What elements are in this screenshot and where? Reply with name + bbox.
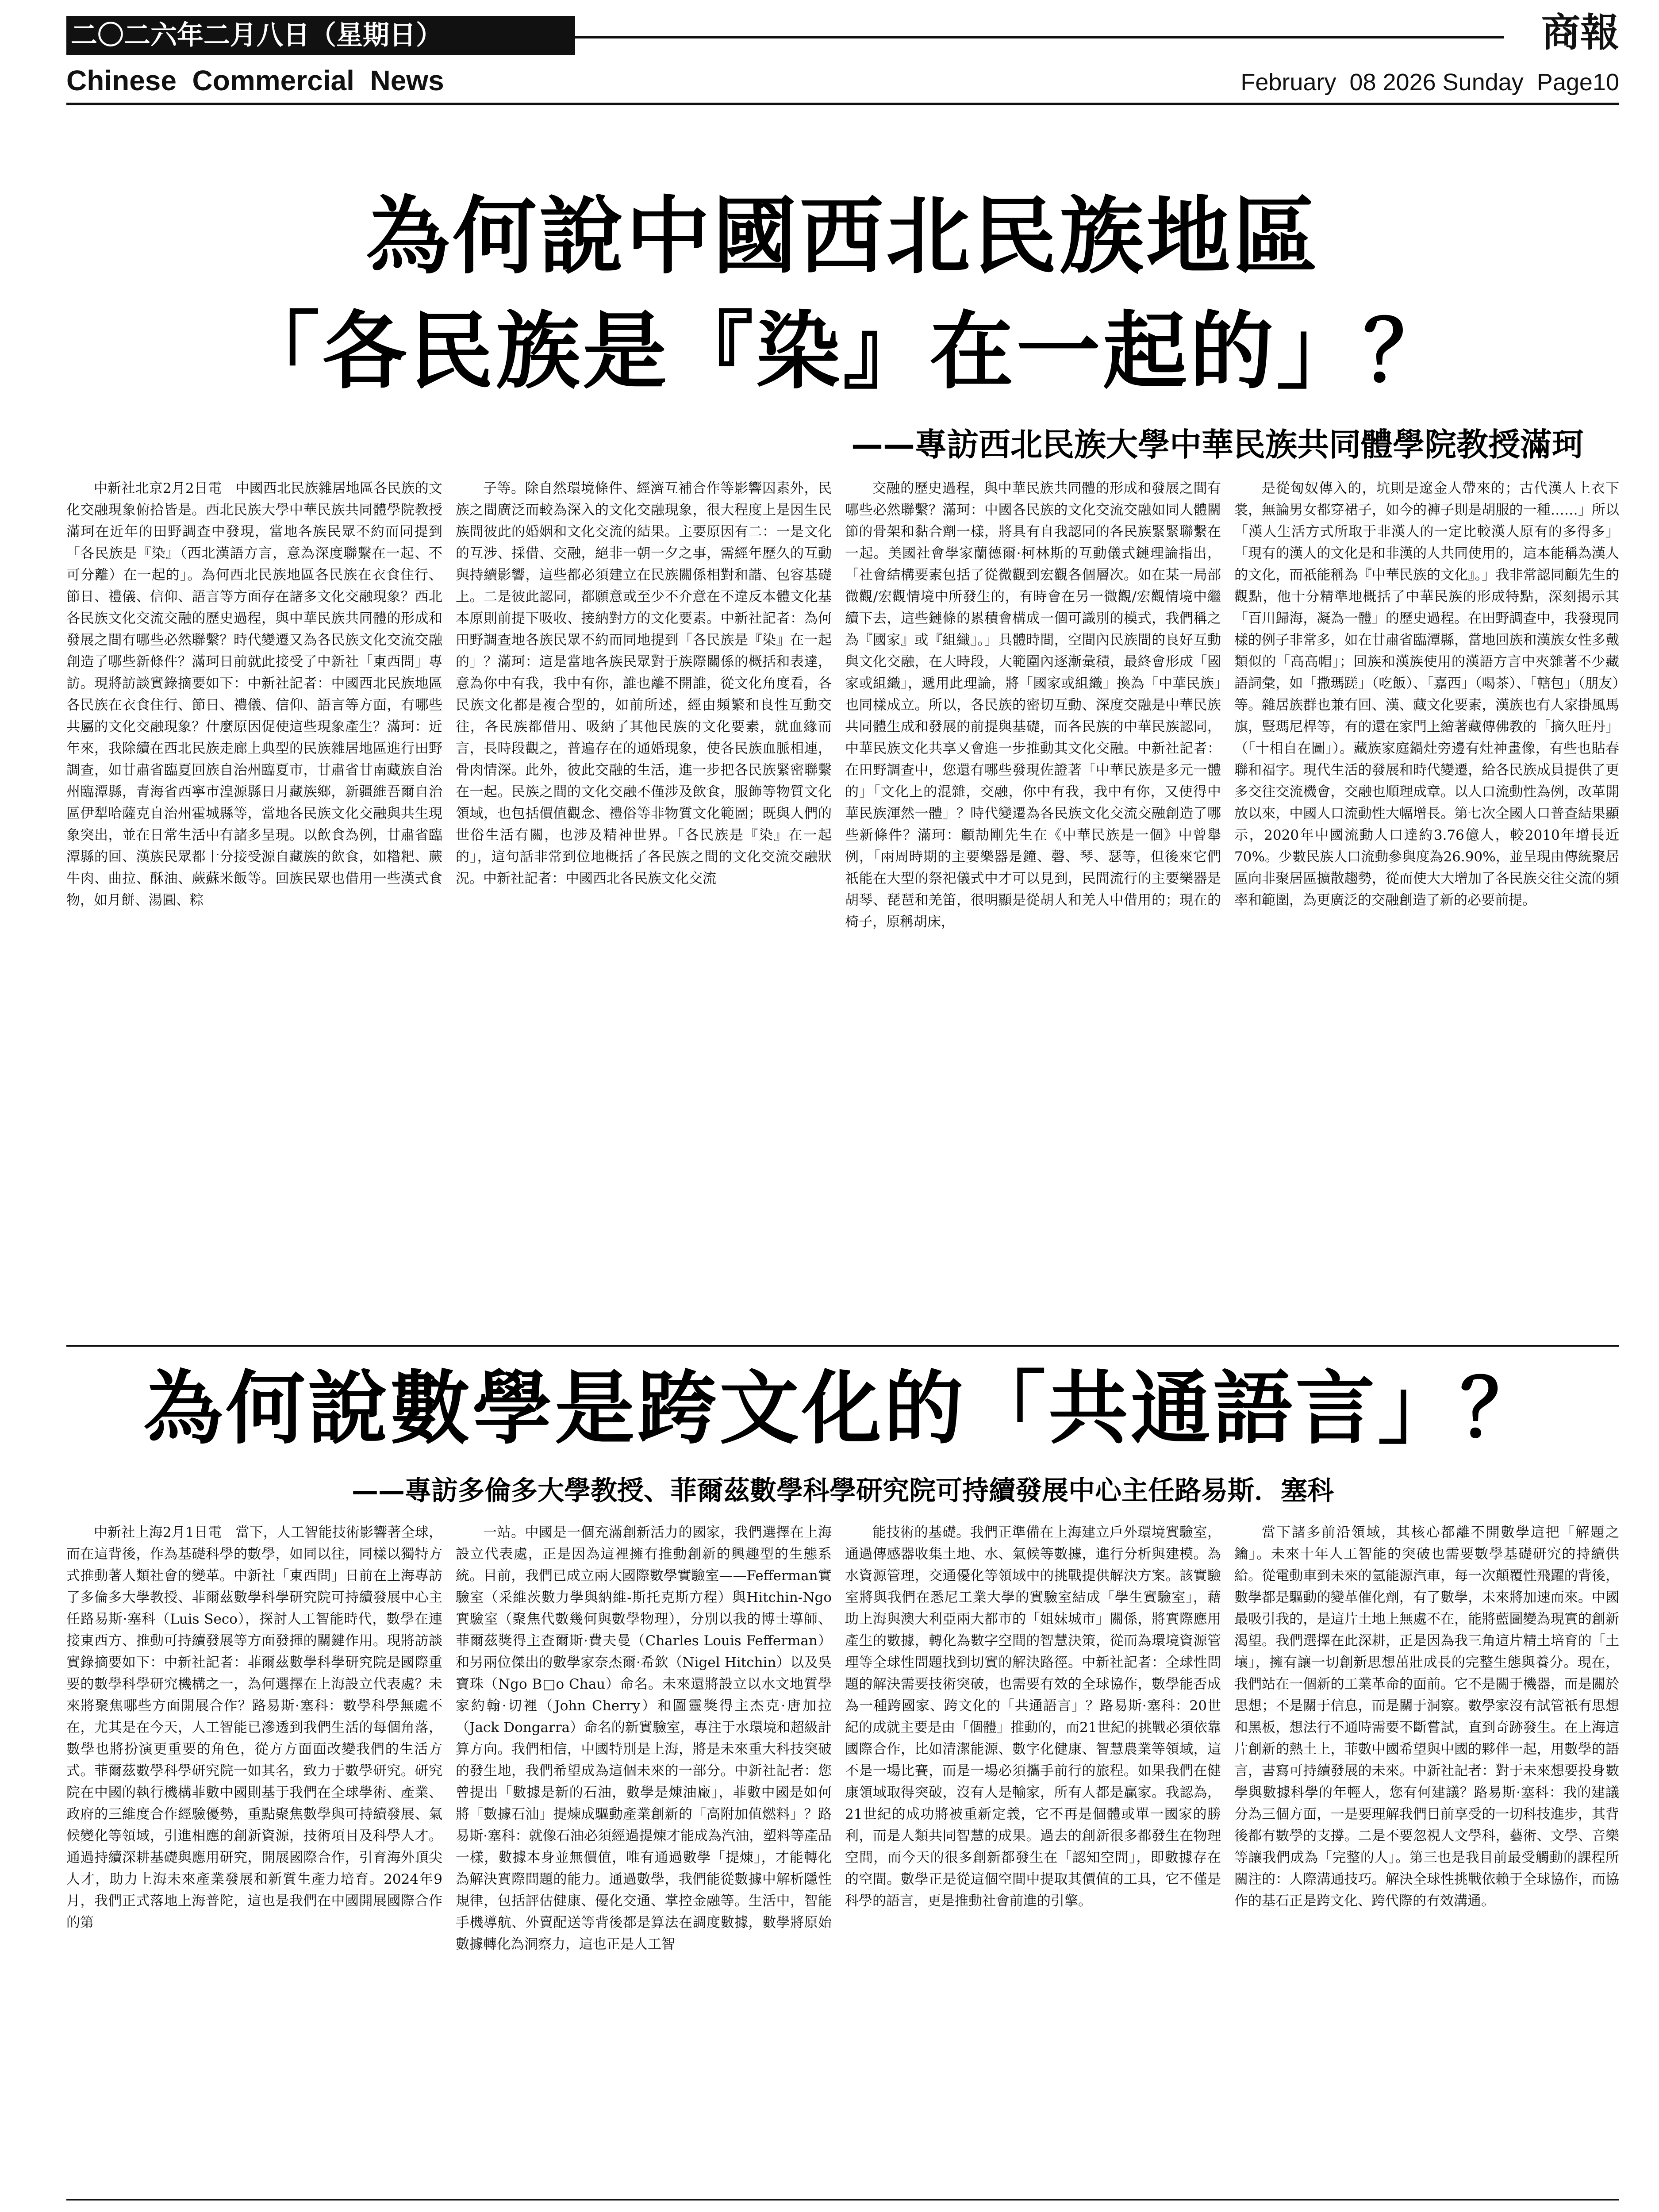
article1-title-line1: 為何說中國西北民族地區 bbox=[365, 188, 1320, 285]
article2-column-3: 能技術的基礎。我們正準備在上海建立戶外環境實驗室，通過傳感器收集土地、水、氣候等數據，進行分析與建模。為水資源管理，交通優化等領域中的挑戰提供解決方案。該實驗室將與我們在悉尼工業大學的實驗室結成「學生實驗室」，藉助上海與澳大利亞兩大都市的「姐妹城市」關係，將實際應用產生的數據，轉化為數字空間的智慧決策，從而為環境資源管理等全球性問題找到切實的解決路徑。中新社記者：全球性問題的解決需要技術突破，也需要有效的全球協作，數學能否成為一種跨國家、跨文化的「共通語言」？路易斯·塞科：20世紀的成就主要是由「個體」推動的，而21世紀的挑戰必須依靠國際合作，比如清潔能源、數字化健康、智慧農業等領域，這不是一場比賽，而是一場必須攜手前行的旅程。如果我們在健康領域取得突破，沒有人是輸家，所有人都是贏家。我認為，21世紀的成功將被重新定義，它不再是個體或單一國家的勝利，而是人類共同智慧的成果。過去的創新很多都發生在物理空間，而今天的很多創新都發生在「認知空間」，即數據存在的空間。數學正是從這個空間中提取其價值的工具，它不僅是科學的語言，更是推動社會前進的引擎。 bbox=[845, 1525, 1221, 1909]
article2-bottom-rule bbox=[66, 2199, 1619, 2200]
header-rule bbox=[575, 36, 1504, 38]
masthead: 商報 bbox=[1541, 9, 1619, 55]
article2-column-4: 當下諸多前沿領域，其核心都離不開數學這把「解題之鑰」。未來十年人工智能的突破也需要數學基礎研究的持續供給。從電動車到未來的氫能源汽車，每一次顛覆性飛躍的背後，數學都是驅動的變革催化劑，有了數學，未來將加速而來。中國最吸引我的，是這片土地上無處不在，能將藍圖變為現實的創新渴望。我們選擇在此深耕，正是因為我三角這片精土培育的「土壤」，擁有讓一切創新思想茁壯成長的完整生態與養分。現在，我們站在一個新的工業革命的面前。它不是關于機器，而是關於思想；不是關于信息，而是關于洞察。數學家沒有試管祇有思想和黑板，想法行不通時需要不斷嘗試，直到奇跡發生。在上海這片創新的熱土上，菲數中國希望與中國的夥伴一起，用數學的語言，書寫可持續發展的未來。中新社記者：對于未來想要投身數學與數據科學的年輕人，您有何建議？路易斯·塞科：我的建議分為三個方面，一是要理解我們目前享受的一切科技進步，其背後都有數學的支撐。二是不要忽視人文學科，藝術、文學、音樂等讓我們成為「完整的人」。第三也是我目前最受觸動的課程所關注的：人際溝通技巧。解決全球性挑戰依賴于全球協作，而協作的基石正是跨文化、跨代際的有效溝通。 bbox=[1234, 1525, 1619, 1909]
article1-title-line2: 「各民族是『染』在一起的」？ bbox=[235, 303, 1450, 400]
article2-column-2: 一站。中國是一個充滿創新活力的國家，我們選擇在上海設立代表處，正是因為這裡擁有推動創新的興趣型的生態系統。目前，我們已成立兩大國際數學實驗室——Fefferman實驗室（采維茨數力學與納維-斯托克斯方程）與Hitchin-Ngo實驗室（聚焦代數幾何與數學物理），分別以我的博士導師、菲爾茲獎得主查爾斯·費夫曼（Charles Louis Fefferman）和另兩位傑出的數學家奈杰爾·希欽（Nigel Hitchin）以及吳寶珠（Ngo B□o Chau）命名。未來還將設立以水文地質學家約翰·切裡（John Cherry）和圖靈獎得主杰克·唐加拉（Jack Dongarra）命名的新實驗室，專注于水環境和超級計算方向。我們相信，中國特別是上海，將是未來重大科技突破的發生地，我們希望成為這個未來的一部分。中新社記者：您曾提出「數據是新的石油，數學是煉油廠」，菲數中國是如何將「數據石油」提煉成驅動產業創新的「高附加值燃料」？路易斯·塞科：就像石油必須經過提煉才能成為汽油，塑料等產品一樣，數據本身並無價值，唯有通過數學「提煉」，才能轉化為解決實際問題的能力。通過數學，我們能從數據中解析隱性規律，包括評估健康、優化交通、掌控金融等。生活中，智能手機導航、外賣配送等背後都是算法在調度數據，數學將原始數據轉化為洞察力，這也正是人工智 bbox=[456, 1525, 832, 1952]
article2-subtitle: ——專訪多倫多大學教授、菲爾茲數學科學研究院可持續發展中心主任路易斯．塞科 bbox=[352, 1475, 1334, 1506]
article2-column-1: 中新社上海2月1日電 當下，人工智能技術影響著全球，而在這背後，作為基礎科學的數學，如同以往，同樣以獨特方式推動著人類社會的變革。中新社「東西問」日前在上海專訪了多倫多大學教授、菲爾茲數學科學研究院可持續發展中心主任路易斯·塞科（Luis Seco），探討人工智能時代，數學在連接東西方、推動可持續發展等方面發揮的關鍵作用。現將訪談實錄摘要如下：中新社記者：菲爾茲數學科學研究院是國際重要的數學科學研究機構之一，為何選擇在上海設立代表處？未來將聚焦哪些方面開展合作？路易斯·塞科：數學科學無處不在，尤其是在今天，人工智能已滲透到我們生活的每個角落，數學也將扮演更重要的角色，從方方面面改變我們的生活方式。菲爾茲數學科學研究院一如其名，致力于數學研究。研究院在中國的執行機構菲數中國則基于我們在全球學術、產業、政府的三維度合作經驗優勢，重點聚焦數學與可持續發展、氣候變化等領域，引進相應的創新資源，技術項目及科學人才。通過持續深耕基礎與應用研究，開展國際合作，引育海外頂尖人才，助力上海未來產業發展和新質生產力培育。2024年9月，我們正式落地上海普陀，這也是我們在中國開展國際合作的第 bbox=[66, 1525, 442, 1931]
paper-name-en: Chinese Commercial News bbox=[66, 65, 444, 96]
article2-title: 為何說數學是跨文化的「共通語言」？ bbox=[143, 1363, 1542, 1455]
article1-column-4: 是從匈奴傳入的，坑則是遼金人帶來的；古代漢人上衣下裳，無論男女都穿裙子，如今的褲子則是胡服的一種……」所以「漢人生活方式所取于非漢人的一定比較漢人原有的多得多」「現有的漢人的文化是和非漢的人共同使用的，這本能稱為漢人的文化，而祇能稱為『中華民族的文化』。」我非常認同顧先生的觀點，他十分精準地概括了中華民族的形成特點，深刻揭示其「百川歸海，凝為一體」的歷史過程。在田野調查中，我發現同樣的例子非常多，如在甘肅省臨潭縣，當地回族和漢族女性多戴類似的「高高帽」；回族和漢族使用的漢語方言中夾雜著不少藏語詞彙，如「撒瑪蹉」（吃飯）、「嘉西」（喝茶）、「轄包」（朋友）等。雜居族群也兼有回、漢、藏文化要素，漢族也有人家掛風馬旗，豎瑪尼桿等，有的還在家門上繪著藏傳佛教的「摘久旺丹」（「十相自在圖」）。藏族家庭鍋灶旁邊有灶神畫像，有些也貼春聯和福字。現代生活的發展和時代變遷，給各民族成員提供了更多交往交流機會，交融也順理成章。以人口流動性為例，改革開放以來，中國人口流動性大幅增長。第七次全國人口普查結果顯示，2020年中國流動人口達約3.76億人，較2010年增長近70%。少數民族人口流動參與度為26.90%，並呈現由傳統聚居區向非聚居區擴散趨勢，從而使大大增加了各民族交往交流的頻率和範圍，為更廣泛的交融創造了新的必要前提。 bbox=[1234, 480, 1619, 908]
date-banner-text: 二〇二六年二月八日（星期日） bbox=[71, 20, 442, 51]
header-bottom-rule bbox=[66, 103, 1619, 105]
date-en: February 08 2026 Sunday Page10 bbox=[1240, 69, 1619, 96]
article1-column-3: 交融的歷史過程，與中華民族共同體的形成和發展之間有哪些必然聯繫？滿珂：中國各民族的文化交流交融如同人體關節的骨架和黏合劑一樣，將具有自我認同的各民族緊緊聯繫在一起。美國社會學家蘭德爾·柯林斯的互動儀式鏈理論指出，「社會結構要素包括了從微觀到宏觀各個層次。如在某一局部微觀/宏觀情境中所發生的，有時會在另一微觀/宏觀情境中繼續下去，這些鏈條的累積會構成一個可識別的模式，我們稱之為『國家』或『組織』。」具體時間，空間內民族間的良好互動與文化交融，在大時段，大範圍內逐漸彙積，最終會形成「國家或組織」，遞用此理論，將「國家或組織」換為「中華民族」也同樣成立。所以，各民族的密切互動、深度交融是中華民族共同體生成和發展的前提與基礎，而各民族的中華民族認同，中華民族文化共享又會進一步推動其文化交融。中新社記者：在田野調查中，您還有哪些發現佐證著「中華民族是多元一體的」「文化上的混雜，交融，你中有我，我中有你，又使得中華民族渾然一體」？時代變遷為各民族文化交流交融創造了哪些新條件？滿珂：顧劼剛先生在《中華民族是一個》中曾舉例，「兩周時期的主要樂器是鐘、磬、琴、瑟等，但後來它們祇能在大型的祭祀儀式中才可以見到，民間流行的主要樂器是胡琴、琵琶和羌笛，很明顯是從胡人和羌人中借用的；現在的椅子，原稱胡床， bbox=[845, 480, 1221, 930]
article1-column-2: 子等。除自然環境條件、經濟互補合作等影響因素外，民族之間廣泛而較為深入的文化交融現象，很大程度上是因生民族間彼此的婚姻和文化交流的結果。主要原因有二：一是文化的互涉、採借、交融，絕非一朝一夕之事，需經年歷久的互動與持續影響，這些都必須建立在民族關係相對和諧、包容基礎上。二是彼此認同，都願意或至少不介意在不違反本體文化基本原則前提下吸收、接納對方的文化要素。中新社記者：為何田野調查地各族民眾不約而同地提到「各民族是『染』在一起的」？滿珂：這是當地各族民眾對于族際關係的概括和表達，意為你中有我，我中有你，誰也離不開誰，從文化角度看，各民族文化都是複合型的，如前所述，經由頻繁和良性互動交往，各民族都借用、吸納了其他民族的文化要素，就血緣而言，長時段觀之，普遍存在的通婚現象，使各民族血脈相連，骨肉情深。此外，彼此交融的生活，進一步把各民族緊密聯繫在一起。民族之間的文化交融不僅涉及飲食，服飾等物質文化領域，也包括價值觀念、禮俗等非物質文化範圍；既與人們的世俗生活有關，也涉及精神世界。「各民族是『染』在一起的」，這句話非常到位地概括了各民族之間的文化交流交融狀況。中新社記者：中國西北各民族文化交流 bbox=[456, 480, 832, 887]
article1-subtitle: ——專訪西北民族大學中華民族共同體學院教授滿珂 bbox=[851, 426, 1584, 463]
article1-column-1: 中新社北京2月2日電 中國西北民族雜居地區各民族的文化交融現象俯拾皆是。西北民族大學中華民族共同體學院教授滿珂在近年的田野調查中發現，當地各族民眾不約而同提到「各民族是『染』（西北漢語方言，意為深度聯繫在一起、不可分離）在一起的」。為何西北民族地區各民族在衣食住行、節日、禮儀、信仰、語言等方面存在諸多文化交融現象？西北各民族文化交流交融的歷史過程，與中華民族共同體的形成和發展之間有哪些必然聯繫？時代變遷又為各民族文化交流交融創造了哪些新條件？滿珂日前就此接受了中新社「東西問」專訪。現將訪談實錄摘要如下：中新社記者：中國西北民族地區各民族在衣食住行、節日、禮儀、信仰、語言等方面，有哪些共屬的文化交融現象？什麼原因促使這些現象產生？滿珂：近年來，我除續在西北民族走廊上典型的民族雜居地區進行田野調查，如甘肅省臨夏回族自治州臨夏市，甘肅省甘南藏族自治州臨潭縣，青海省西寧市湟源縣日月藏族鄉，新疆維吾爾自治區伊犁哈薩克自治州霍城縣等，當地各民族文化交融與共生現象突出，並在日常生活中有諸多呈現。以飲食為例，甘肅省臨潭縣的回、漢族民眾都十分接受源自藏族的飲食，如糌粑、蕨牛肉、曲拉、酥油、蕨蘇米飯等。回族民眾也借用一些漢式食物，如月餅、湯圓、粽 bbox=[66, 480, 442, 908]
article1-bottom-rule bbox=[66, 1345, 1619, 1347]
